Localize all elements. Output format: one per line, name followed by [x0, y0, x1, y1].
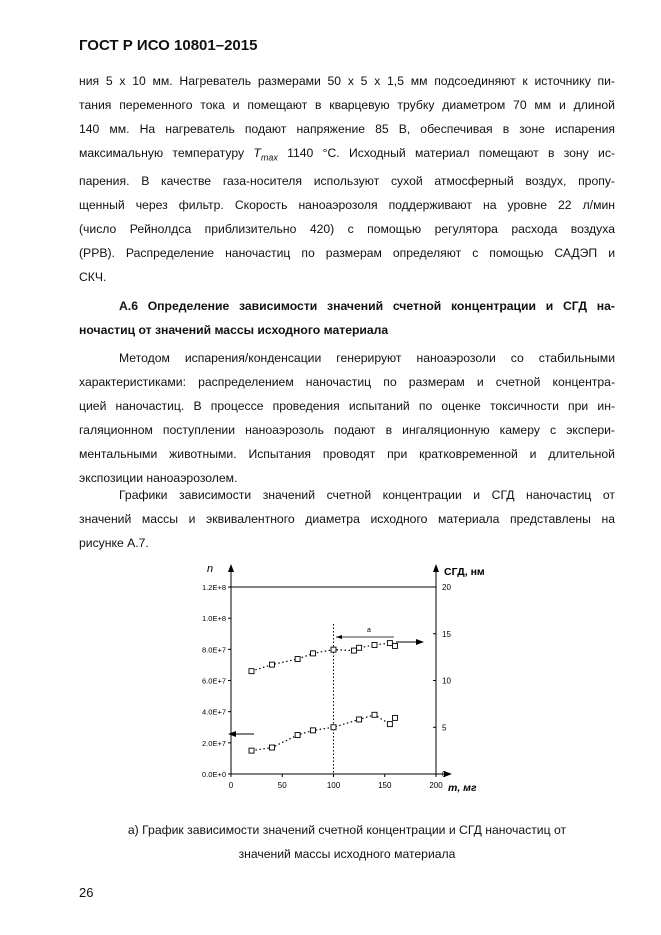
left-tick-label: 1.0E+8	[202, 614, 226, 624]
text-fragment: максимальную температуру	[79, 146, 254, 160]
right-axis-arrow-icon	[433, 564, 439, 572]
text-line: ментальными животными. Испытания проводят при кратковременной и длительной	[79, 447, 615, 461]
left-tick-label: 8.0E+7	[202, 645, 226, 655]
right-tick-label: 0	[442, 770, 447, 779]
text-line: СКЧ.	[79, 270, 107, 285]
x-axis-label: m, мг	[448, 782, 477, 794]
right-series-point	[311, 651, 316, 656]
text-line-tmax	[79, 141, 615, 169]
left-tick-label: 0.0E+0	[202, 770, 226, 779]
right-tick-label: 20	[442, 583, 451, 592]
left-series-point	[393, 715, 398, 720]
left-series-point	[311, 728, 316, 733]
x-tick-label: 0	[228, 781, 234, 790]
right-series-point	[393, 643, 398, 648]
right-series-arrow-head-icon	[416, 639, 424, 645]
document-header: ГОСТ Р ИСО 10801–2015	[79, 37, 258, 54]
x-tick-label: 100	[326, 781, 341, 790]
text-line: (число Рейнолдса приблизительно 420) с помощью регулятора расхода воздуха	[79, 222, 615, 237]
section-heading-a6	[79, 294, 615, 342]
left-tick-label: 2.0E+7	[202, 738, 226, 748]
left-series-point	[331, 725, 336, 730]
left-series-arrow-head-icon	[228, 731, 236, 737]
right-tick-label: 5	[442, 723, 447, 733]
paragraph-figure-ref	[79, 483, 615, 555]
text-line: цией наночастиц. В процессе проведения испытаний по оценке токсичности при ин-	[79, 399, 615, 413]
text-line: (РРВ). Распределение наночастиц по размерам определяют с помощью САДЭП и	[79, 246, 615, 261]
caption-line: значений массы исходного материала	[238, 847, 456, 861]
right-series-point	[331, 647, 336, 652]
left-tick-label: 6.0E+7	[202, 676, 226, 686]
x-tick-label: 50	[277, 781, 287, 790]
figure-caption	[79, 818, 615, 866]
left-series-point	[295, 733, 300, 738]
right-series-point	[249, 669, 254, 674]
text-line: тания переменного тока и помещают в кварцевую трубку диаметром 70 мм и длиной	[79, 98, 615, 112]
right-axis-label: СГД, нм	[444, 566, 485, 578]
left-tick-label: 4.0E+7	[202, 707, 226, 717]
caption-line: а) График зависимости значений счетной концентрации и СГД наночастиц от	[127, 823, 567, 837]
right-series-point	[357, 645, 362, 650]
text-line: экспозиции наноаэрозолем.	[79, 471, 238, 485]
text-line: ния 5 x 10 мм. Нагреватель размерами 50 x 5 x 1,5 мм подсоединяют к источнику пи-	[79, 74, 615, 88]
text-line: рисунке А.7.	[79, 536, 149, 550]
left-tick-label: 1.2E+8	[202, 583, 226, 592]
right-series-point	[295, 656, 300, 661]
heading-line: ночастиц от значений массы исходного материала	[79, 323, 389, 337]
left-series-point	[372, 712, 377, 717]
left-axis-label: n	[207, 563, 214, 575]
annotation-label: a	[367, 627, 371, 634]
tmax-symbol: T	[253, 146, 261, 160]
text-fragment: 1140 °C. Исходный материал помещают в зону ис-	[277, 146, 616, 160]
x-tick-label: 200	[429, 781, 443, 790]
left-series-point	[357, 717, 362, 722]
left-axis-arrow-icon	[228, 564, 234, 572]
right-series-point	[270, 662, 275, 667]
annotation-arrow-head-icon	[336, 635, 342, 639]
right-tick-label: 10	[442, 676, 451, 686]
paragraph-method	[79, 346, 615, 490]
left-series-point	[387, 722, 392, 727]
text-line: Методом испарения/конденсации генерируют наноаэрозоли со стабильными	[119, 351, 615, 365]
text-line: щенный через фильтр. Скорость наноаэрозоля поддерживают на уровне 22 л/мин	[79, 198, 615, 213]
right-tick-label: 15	[442, 629, 451, 639]
right-series-point	[387, 641, 392, 646]
left-series-point	[249, 748, 254, 753]
text-line: значений массы и эквивалентного диаметра исходного материала представлены на	[79, 512, 615, 526]
text-line: характеристиками: распределением наночастиц по размерам и счетной концентра-	[79, 375, 615, 389]
heading-line: A.6 Определение зависимости значений счетной концентрации и СГД на-	[119, 299, 615, 313]
right-series-point	[352, 648, 357, 653]
text-line: 140 мм. На нагреватель подают напряжение 85 В, обеспечивая в зоне испарения	[79, 122, 615, 136]
tmax-subscript: max	[260, 152, 278, 163]
page-number: 26	[79, 885, 94, 900]
concentration-cmd-chart	[176, 560, 506, 805]
x-tick-label: 150	[378, 781, 392, 790]
right-series-point	[372, 642, 377, 647]
left-series-point	[270, 745, 275, 750]
text-line: Графики зависимости значений счетной концентрации и СГД наночастиц от	[119, 488, 615, 502]
paragraph-heater	[79, 69, 615, 289]
text-line: галяционном поступлении наноаэрозоль подают в ингаляционную камеру с экспери-	[79, 423, 615, 437]
text-line: парения. В качестве газа-носителя используют сухой атмосферный воздух, пропу-	[79, 174, 615, 189]
